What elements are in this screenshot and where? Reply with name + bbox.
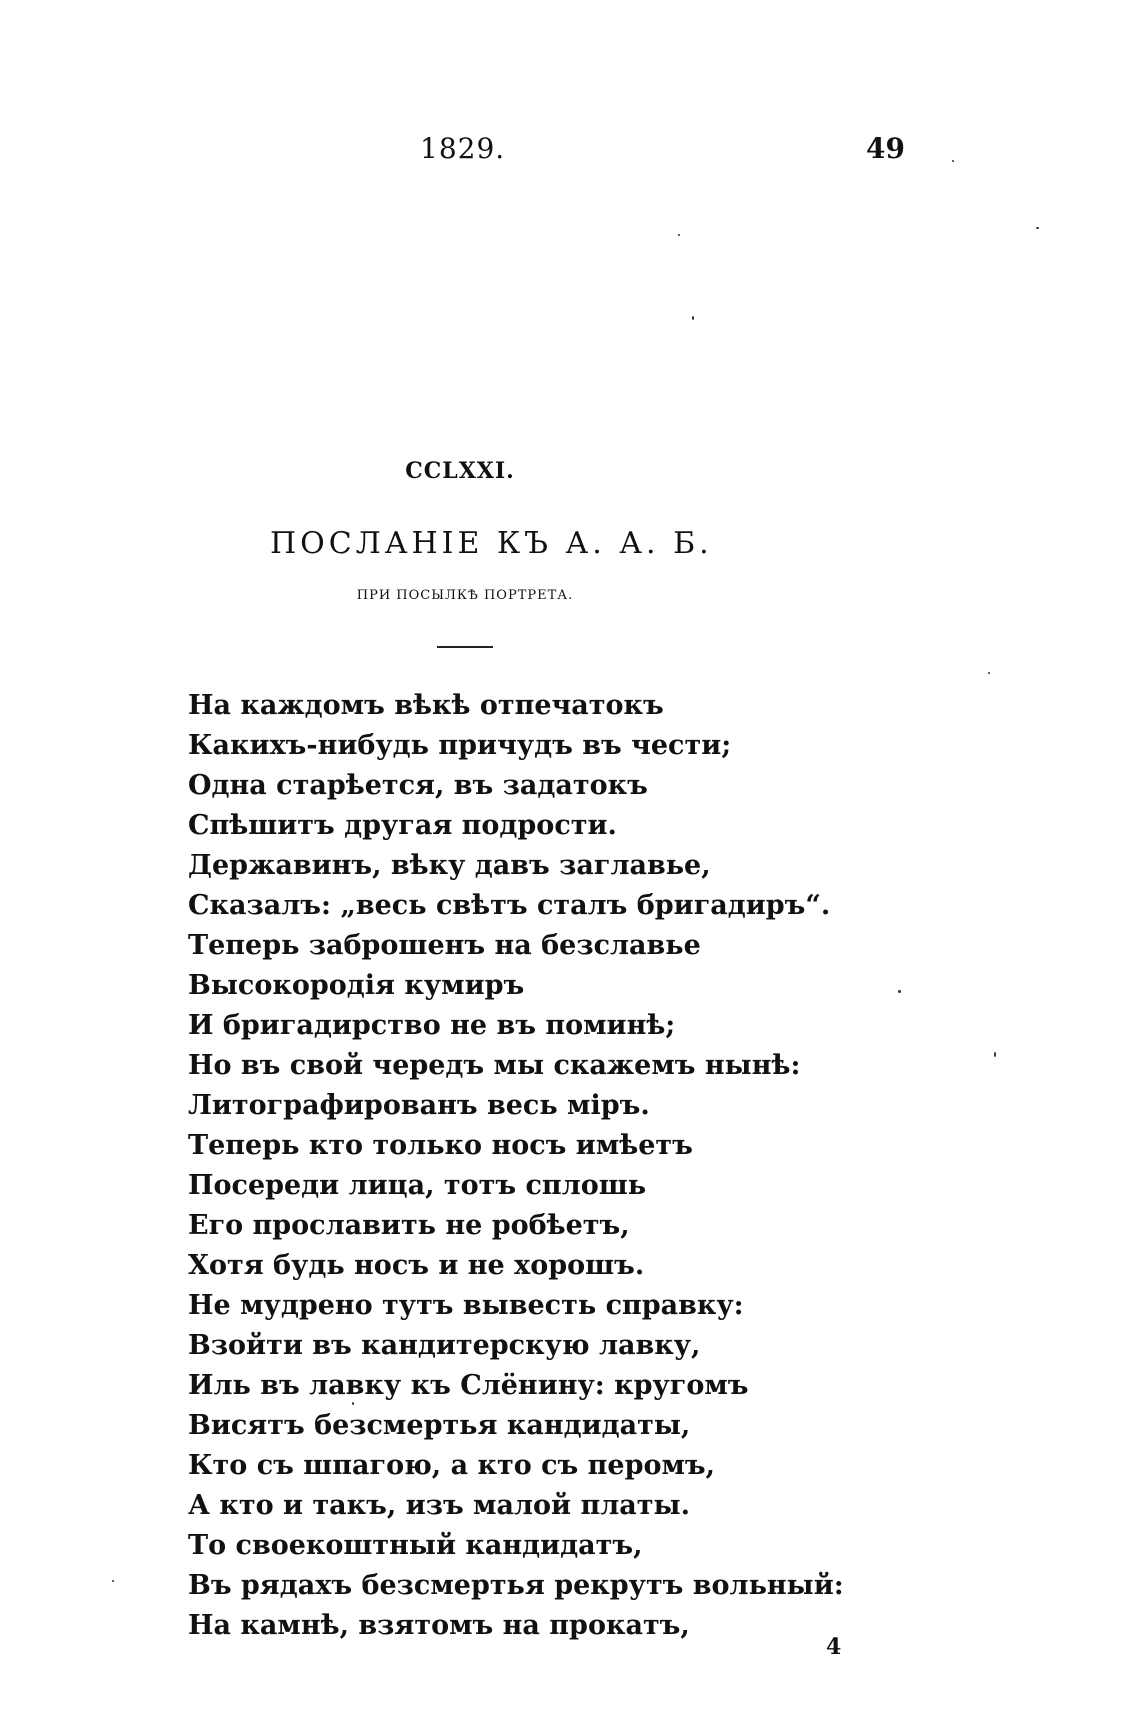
scan-speck	[678, 234, 680, 236]
poem-line: На камнѣ, взятомъ на прокатъ,	[188, 1610, 690, 1641]
running-header-year: 1829.	[420, 132, 506, 165]
poem-line: Державинъ, вѣку давъ заглавье,	[188, 850, 711, 881]
poem-line: Высокородія кумиръ	[188, 970, 525, 1001]
poem-line: Его прославить не робѣетъ,	[188, 1210, 630, 1241]
scan-speck	[988, 672, 990, 674]
poem-line: Спѣшитъ другая подрости.	[188, 810, 617, 841]
scan-speck	[1036, 227, 1039, 229]
scan-speck	[692, 316, 694, 320]
poem-line: Не мудрено тутъ вывесть справку:	[188, 1290, 744, 1321]
scan-speck	[898, 990, 901, 993]
page-number: 49	[866, 132, 905, 165]
poem-line: Сказалъ: „весь свѣтъ сталъ бригадиръ“.	[188, 890, 831, 921]
poem-line: Литографированъ весь міръ.	[188, 1090, 650, 1121]
poem-line: На каждомъ вѣкѣ отпечатокъ	[188, 690, 664, 721]
poem-line: Теперь кто только носъ имѣетъ	[188, 1130, 693, 1161]
scan-speck	[112, 1580, 114, 1582]
poem-line: То своекоштный кандидатъ,	[188, 1530, 643, 1561]
poem-line: Висятъ безсмертья кандидаты,	[188, 1410, 691, 1441]
poem-line: Посереди лица, тотъ сплошь	[188, 1170, 647, 1201]
poem-line: Хотя будь носъ и не хорошъ.	[188, 1250, 645, 1281]
title-divider-rule	[437, 646, 493, 648]
scan-speck	[952, 160, 954, 162]
scan-speck	[352, 1402, 354, 1405]
poem-line: Какихъ-нибудь причудъ въ чести;	[188, 730, 732, 761]
poem-line: И бригадирство не въ поминѣ;	[188, 1010, 676, 1041]
poem-line: Иль въ лавку къ Слёнину: кругомъ	[188, 1370, 749, 1401]
poem-line: Кто съ шпагою, а кто съ перомъ,	[188, 1450, 716, 1481]
scan-speck	[994, 1052, 996, 1057]
poem-text	[188, 686, 888, 1646]
poem-number: CCLXXI.	[405, 458, 515, 484]
poem-line: Въ рядахъ безсмертья рекрутъ вольный:	[188, 1570, 844, 1601]
signature-mark: 4	[826, 1634, 842, 1660]
poem-line: Теперь заброшенъ на безславье	[188, 930, 701, 961]
poem-line: А кто и такъ, изъ малой платы.	[188, 1490, 690, 1521]
poem-line: Одна старѣется, въ задатокъ	[188, 770, 648, 801]
poem-title: ПОСЛАНІЕ КЪ А. А. Б.	[270, 526, 713, 561]
poem-subtitle: ПРИ ПОСЫЛКѢ ПОРТРЕТА.	[356, 588, 574, 603]
poem-line: Взойти въ кандитерскую лавку,	[188, 1330, 701, 1361]
poem-line: Но въ свой чередъ мы скажемъ нынѣ:	[188, 1050, 801, 1081]
